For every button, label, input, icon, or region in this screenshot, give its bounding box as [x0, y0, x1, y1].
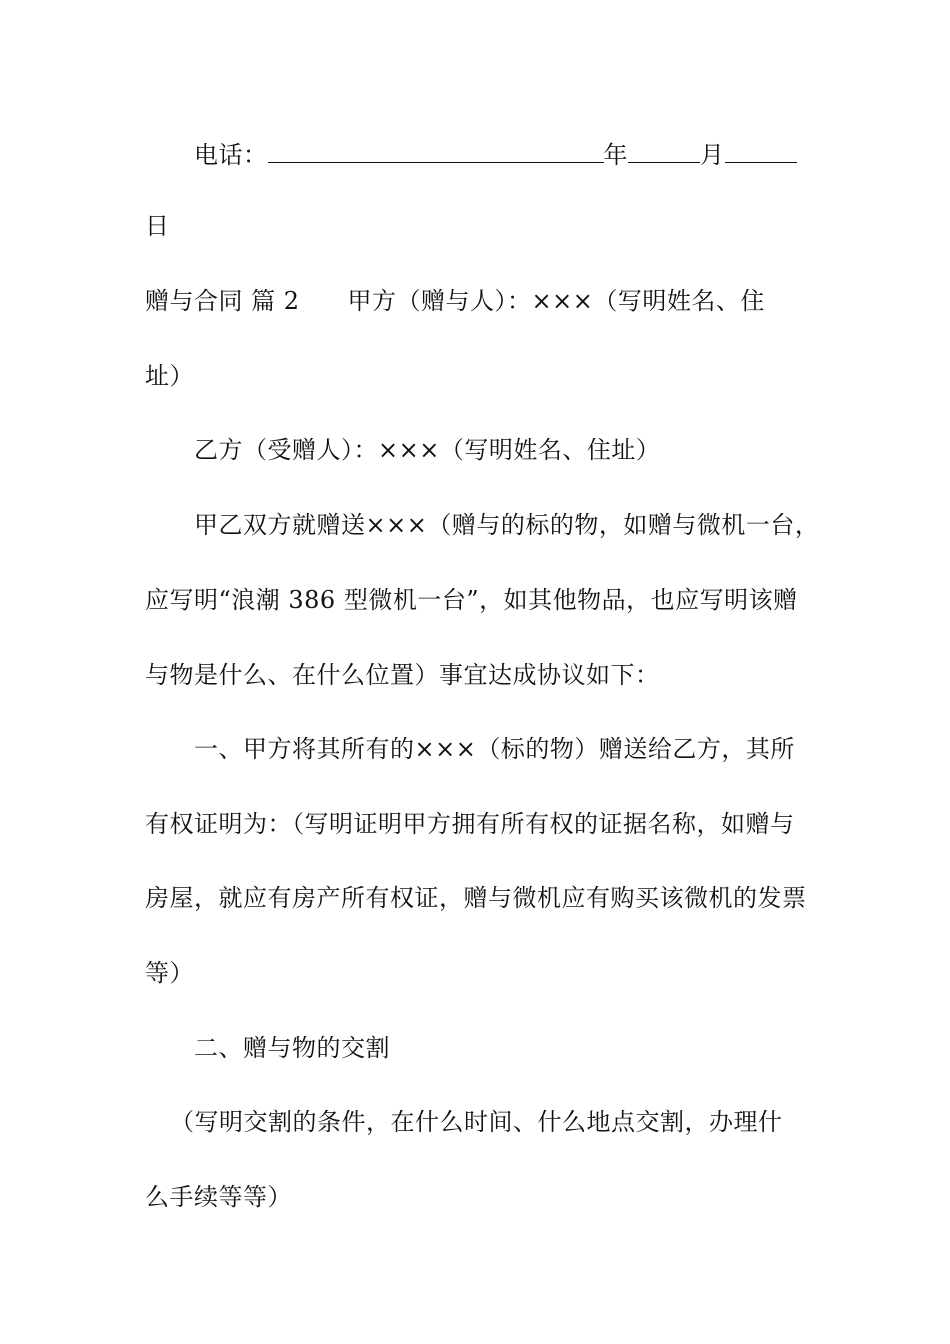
- item2-title: 二、赠与物的交割: [194, 1034, 390, 1062]
- party-a-text: 甲方（赠与人）：×××（写明姓名、住: [347, 287, 765, 315]
- item1-line4: 等）: [145, 959, 194, 987]
- para1-line2: 应写明“浪潮 386 型微机一台”，如其他物品，也应写明该赠: [145, 586, 798, 614]
- item2-line1: （写明交割的条件，在什么时间、什么地点交割，办理什: [170, 1108, 783, 1136]
- month-label: 月: [700, 141, 725, 169]
- heading-line: [145, 286, 825, 316]
- phone-label: 电话：: [194, 141, 268, 169]
- para1-line3: 与物是什么、在什么位置）事宜达成协议如下：: [145, 661, 660, 689]
- party-a-line2: 址）: [145, 362, 194, 390]
- party-b-line: 乙方（受赠人）：×××（写明姓名、住址）: [194, 436, 661, 464]
- phone-line: [194, 138, 824, 170]
- day-blank: [725, 138, 797, 163]
- phone-blank: [268, 138, 604, 163]
- contract-heading: 赠与合同 篇 2: [145, 287, 300, 315]
- item2-line2: 么手续等等）: [145, 1183, 292, 1211]
- item1-line2: 有权证明为：（写明证明甲方拥有所有权的证据名称，如赠与: [145, 810, 795, 838]
- item1-line3: 房屋，就应有房产所有权证，赠与微机应有购买该微机的发票: [145, 884, 807, 912]
- para1-line1: 甲乙双方就赠送×××（赠与的标的物，如赠与微机一台，: [194, 511, 820, 539]
- year-label: 年: [603, 141, 628, 169]
- month-blank: [628, 138, 700, 163]
- item1-line1: 一、甲方将其所有的×××（标的物）赠送给乙方，其所: [194, 735, 795, 763]
- day-line: 日: [145, 212, 170, 240]
